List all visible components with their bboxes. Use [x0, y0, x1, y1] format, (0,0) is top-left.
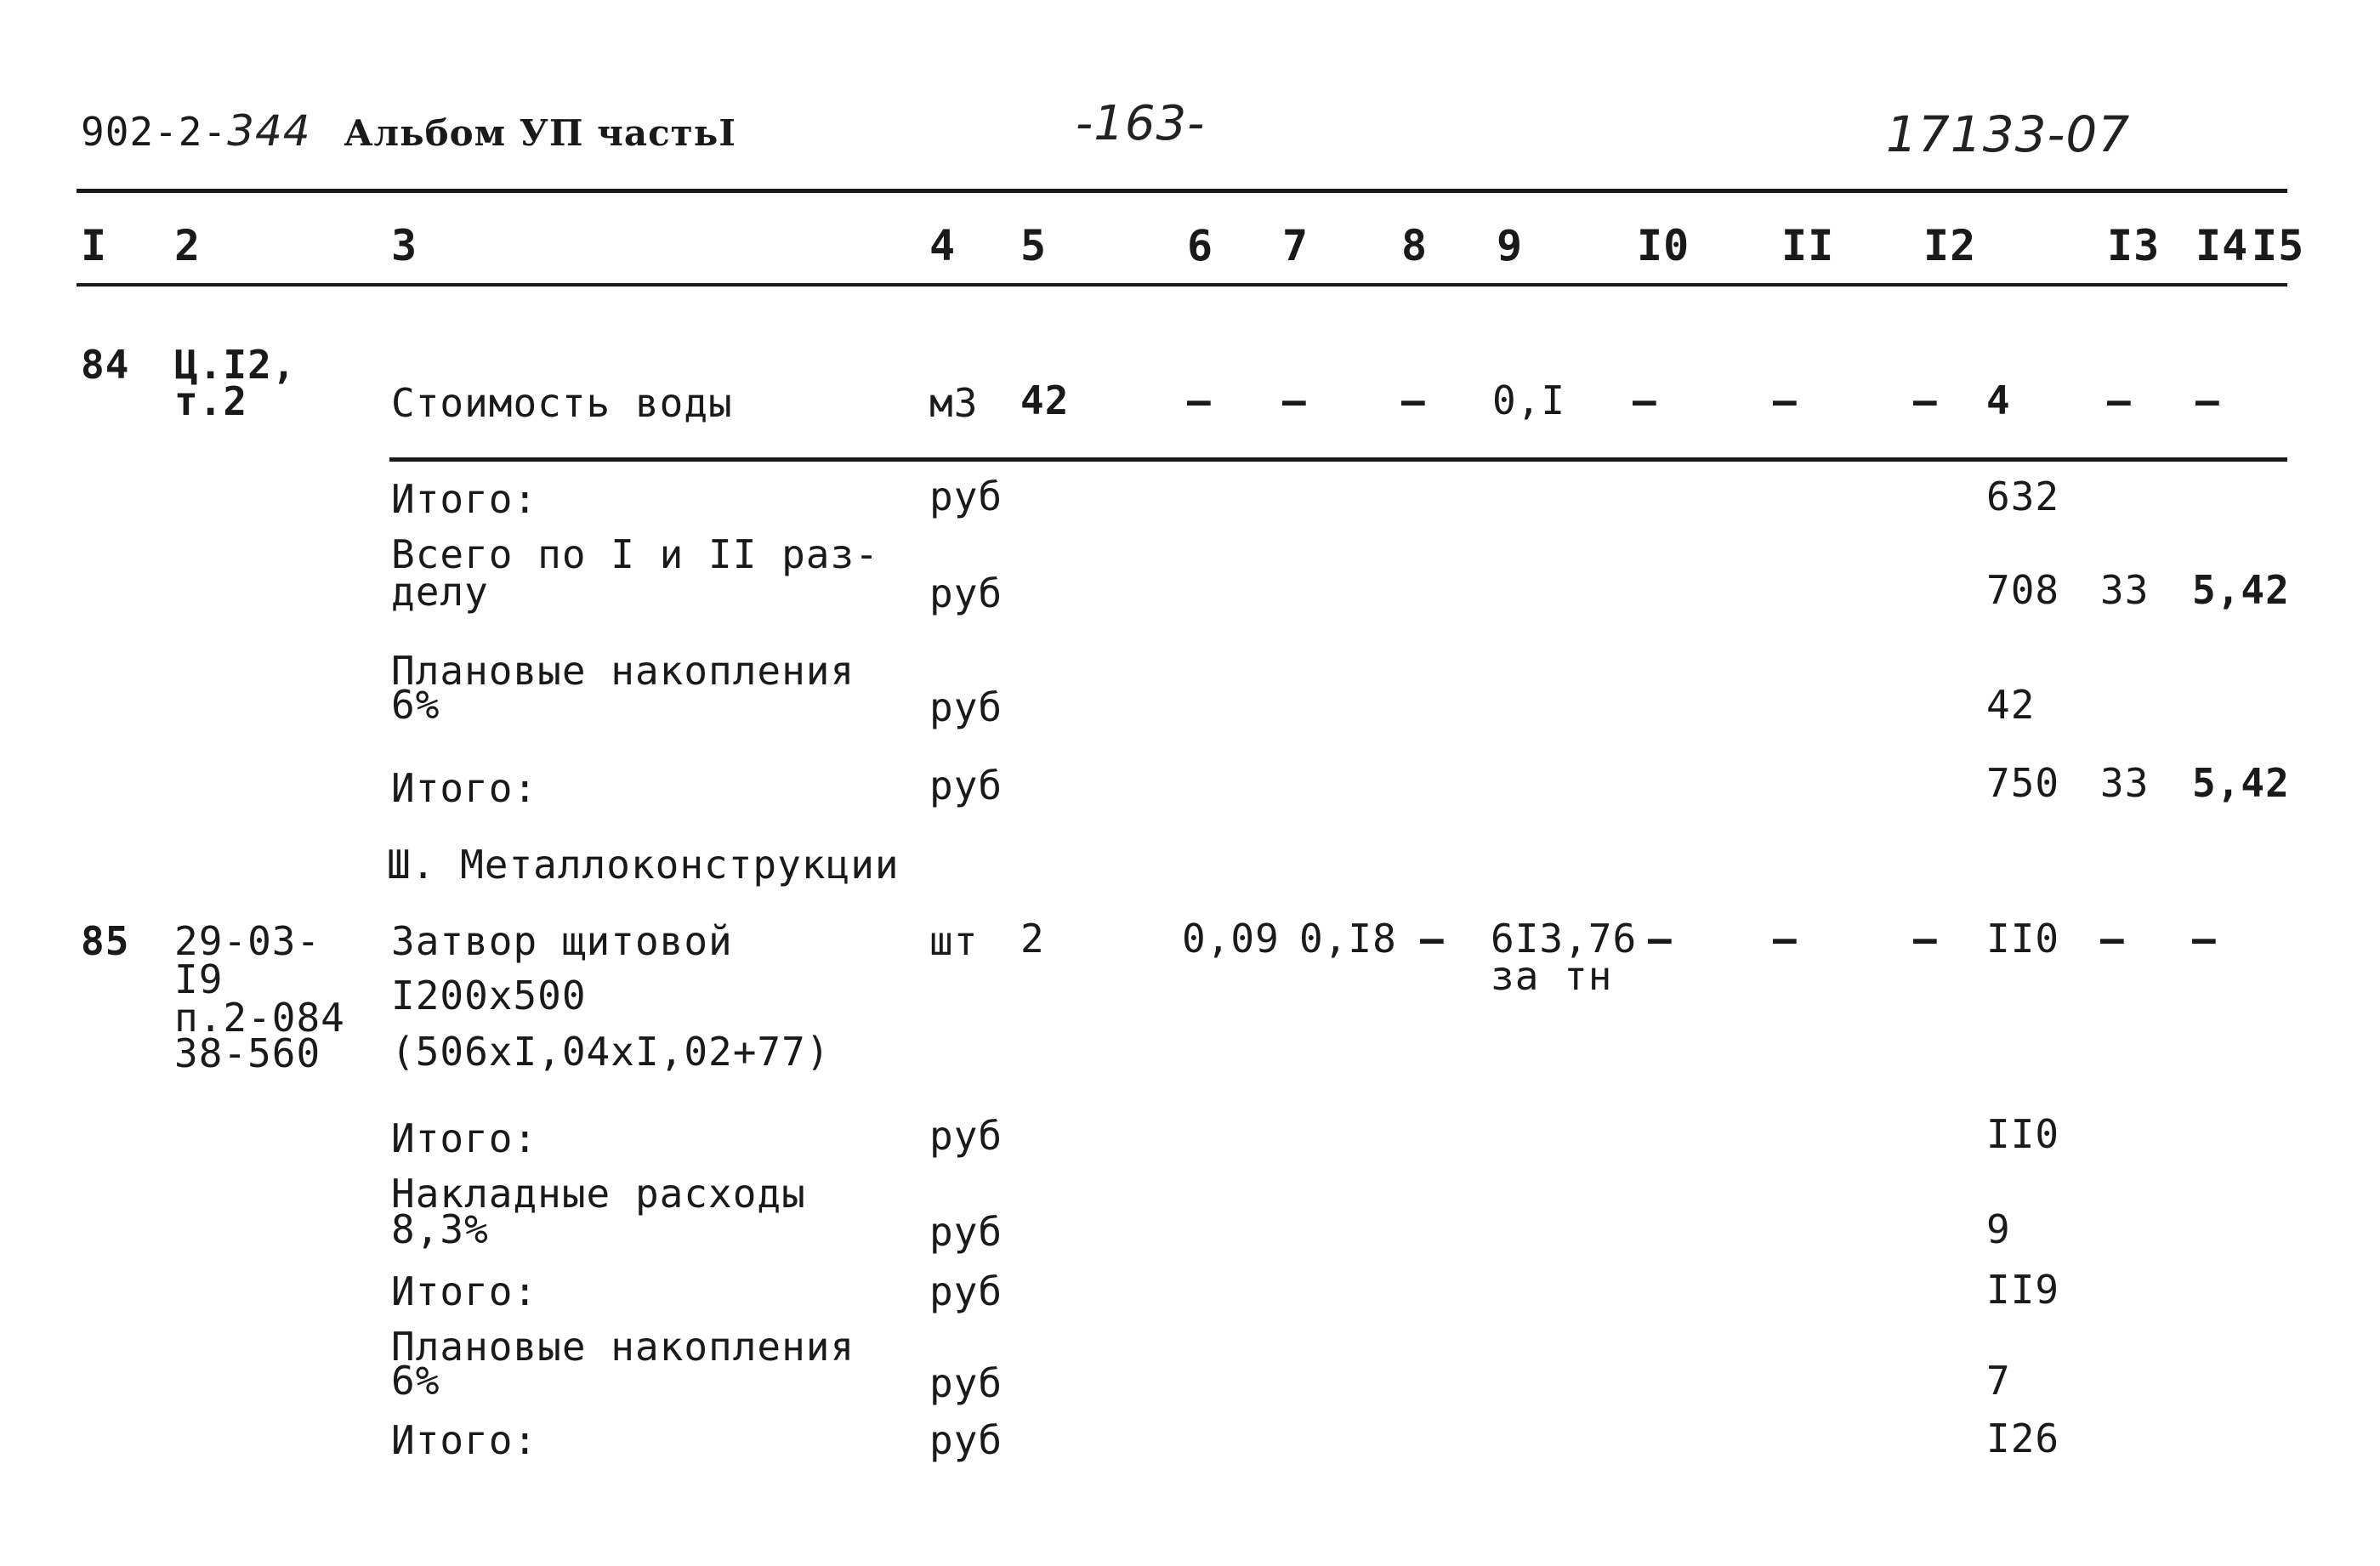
cell-12: II0 [1986, 916, 2060, 962]
column-header: 9 [1497, 221, 1524, 270]
cell-12: 4 [1986, 377, 2011, 423]
itogo-label: Итого: [391, 476, 538, 522]
page-number: -163- [1076, 96, 1206, 151]
column-header: I [81, 221, 108, 270]
quantity: 2 [1020, 916, 1045, 962]
unit: руб [929, 1417, 1003, 1463]
row-number: 84 [81, 342, 130, 388]
unit: руб [929, 1268, 1003, 1314]
reference-number: 17133-07 [1886, 105, 2131, 163]
item-name: (506xI,04xI,02+77) [391, 1029, 831, 1075]
column-header: I0 [1637, 221, 1690, 270]
plan-label: 6% [391, 682, 440, 728]
cell-12: 750 [1986, 760, 2060, 806]
column-header: II [1781, 221, 1835, 270]
cell-10: – [1648, 916, 1673, 962]
norm-code: Ц.I2, [174, 342, 297, 388]
cell-9-note: за тн [1491, 953, 1613, 999]
cell-12: 632 [1986, 474, 2060, 519]
doc-code-print: 902-2- [81, 109, 228, 155]
itogo-label: Итого: [391, 1268, 538, 1314]
plan-label: Плановые накопления [391, 648, 855, 694]
unit: руб [929, 1209, 1003, 1255]
section-title: Ш. Металлоконструкции [387, 842, 900, 888]
norm-code: 38-560 [174, 1030, 321, 1076]
column-header: 3 [391, 221, 418, 270]
cell-11: – [1773, 916, 1798, 962]
norm-code: п.2-084 [174, 995, 345, 1041]
cell-11: – [1773, 377, 1798, 423]
doc-code-hand: 344 [227, 106, 311, 156]
item-name: Затвор щитовой [391, 918, 733, 964]
itogo-label: Итого: [391, 765, 538, 811]
overhead-label: 8,3% [391, 1206, 489, 1252]
cell-13: – [2100, 916, 2125, 962]
column-header: I2 [1923, 221, 1977, 270]
norm-code: I9 [174, 956, 224, 1002]
unit: м3 [929, 380, 979, 426]
plan-label: 6% [391, 1358, 440, 1404]
column-header: 6 [1187, 221, 1214, 270]
column-header: I4 [2195, 221, 2249, 270]
unit: шт [929, 918, 979, 964]
cell-7: – [1282, 377, 1307, 423]
column-header: I5 [2252, 221, 2305, 270]
cell-12: 708 [1986, 567, 2060, 613]
cell-12-dash: – [1913, 916, 1938, 962]
top-rule [77, 189, 2287, 193]
cell-12-dash: – [1913, 377, 1938, 423]
column-header: 5 [1020, 221, 1048, 270]
item-name: Стоимость воды [391, 380, 733, 426]
cell-7: 0,I8 [1299, 916, 1397, 962]
cell-13: 33 [2100, 567, 2150, 613]
unit: руб [929, 684, 1003, 730]
itogo-label: Итого: [391, 1417, 538, 1463]
cell-6: 0,09 [1182, 916, 1280, 962]
cell-12: I26 [1986, 1416, 2060, 1461]
unit: руб [929, 1360, 1003, 1406]
unit: руб [929, 570, 1003, 616]
norm-code: т.2 [174, 378, 248, 424]
item-name: I200x500 [391, 973, 587, 1018]
unit: руб [929, 1113, 1003, 1159]
cell-12: 9 [1986, 1206, 2011, 1252]
album-title: Альбом УП частьI [344, 112, 736, 154]
header-rule [77, 283, 2287, 287]
cell-8: – [1420, 916, 1445, 962]
column-header: 7 [1282, 221, 1309, 270]
column-header: 8 [1401, 221, 1429, 270]
row-number: 85 [81, 918, 130, 964]
norm-code: 29-03- [174, 918, 321, 964]
cell-13: – [2107, 377, 2132, 423]
quantity: 42 [1020, 377, 1070, 423]
cell-10: – [1633, 377, 1657, 423]
subtotal-rule [389, 457, 2287, 462]
cell-8: – [1401, 377, 1426, 423]
cell-12: II9 [1986, 1267, 2060, 1313]
column-header: 4 [929, 221, 957, 270]
unit: руб [929, 474, 1003, 519]
column-header: 2 [174, 221, 202, 270]
cell-13: 33 [2100, 760, 2150, 806]
total-label: Всего по I и II раз- [391, 531, 879, 577]
cell-12: 42 [1986, 682, 2036, 728]
overhead-label: Накладные расходы [391, 1171, 806, 1217]
total-label: делу [391, 569, 489, 615]
cell-14: – [2192, 916, 2217, 962]
cell-6: – [1187, 377, 1212, 423]
cell-14: – [2195, 377, 2220, 423]
cell-12: II0 [1986, 1111, 2060, 1157]
cell-9: 0,I [1492, 377, 1566, 423]
unit: руб [929, 763, 1003, 809]
column-header: I3 [2107, 221, 2161, 270]
cell-14: 5,42 [2192, 760, 2290, 806]
itogo-label: Итого: [391, 1115, 538, 1161]
cell-12: 7 [1986, 1358, 2011, 1404]
doc-code [81, 106, 736, 156]
cell-14: 5,42 [2192, 567, 2290, 613]
cell-9: 6I3,76 [1491, 916, 1638, 962]
plan-label: Плановые накопления [391, 1324, 855, 1370]
